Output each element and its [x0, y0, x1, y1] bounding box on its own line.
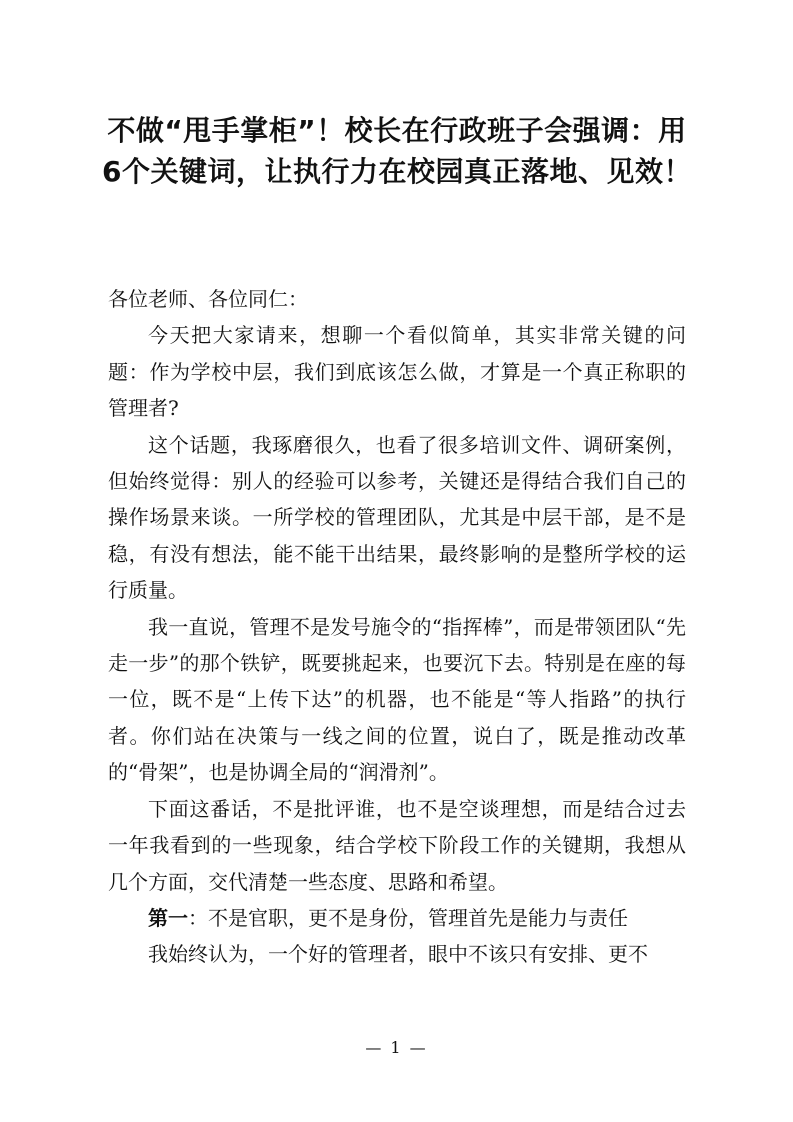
paragraph-intro: 今天把大家请来，想聊一个看似简单，其实非常关键的问题：作为学校中层，我们到底该怎么做，才算是一个真正称职的管理者? [108, 323, 686, 421]
section-label: 第一 [148, 905, 188, 930]
paragraph-management: 我一直说，管理不是发号施令的“指挥棒”，而是带领团队“先走一步”的那个铁铲，既要挑起来，也要沉下去。特别是在座的每一位，既不是“上传下达”的机器，也不能是“等人指路”的执行者。你们站在决策与一线之间的位置，说白了，既是推动改革的“骨架”，也是协调全局的“润滑剂”。 [108, 614, 686, 785]
paragraph-topic: 这个话题，我琢磨很久，也看了很多培训文件、调研案例，但始终觉得：别人的经验可以参考，关键还是得结合我们自己的操作场景来谈。一所学校的管理团队，尤其是中层干部，是不是稳，有没有想法，能不能干出结果，最终影响的是整所学校的运行质量。 [108, 432, 686, 603]
document-body [108, 281, 686, 973]
paragraph-preview: 下面这番话，不是批评谁，也不是空谈理想，而是结合过去一年我看到的一些现象，结合学校下阶段工作的关键期，我想从几个方面，交代清楚一些态度、思路和希望。 [108, 796, 686, 894]
section-heading-one [108, 900, 686, 936]
salutation: 各位老师、各位同仁： [108, 287, 308, 311]
page-number: — 1 — [365, 1038, 428, 1057]
document-title: 不做“甩手掌柜”！校长在行政班子会强调：用6个关键词，让执行力在校园真正落地、见效！ [102, 114, 692, 188]
section-heading-text: ：不是官职，更不是身份，管理首先是能力与责任 [188, 905, 628, 930]
paragraph-last: 我始终认为，一个好的管理者，眼中不该只有安排、更不 [148, 942, 648, 967]
